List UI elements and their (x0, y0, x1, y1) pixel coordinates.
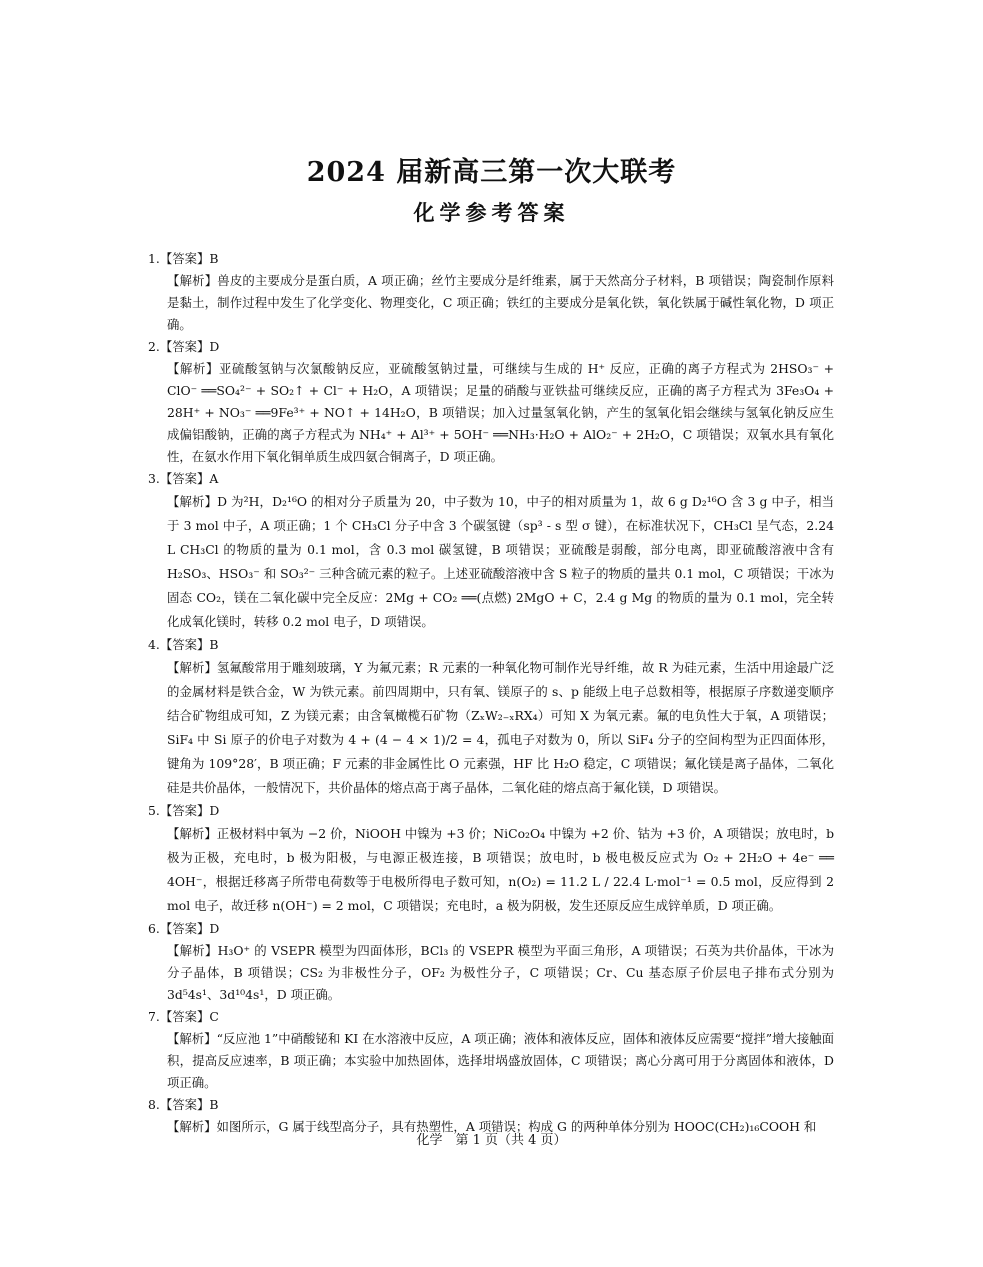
explanation: 【解析】兽皮的主要成分是蛋白质，A 项正确；丝竹主要成分是纤维素，属于天然高分子材料，B 项错误；陶瓷制作原料是黏土，制作过程中发生了化学变化、物理变化，C 项正确；铁红的主要成分是氧化铁，氧化铁属于碱性氧化物，D 项正确。 (167, 273, 834, 332)
explanation: 【解析】如图所示，G 属于线型高分子，具有热塑性，A 项错误；构成 G 的两种单体分别为 HOOC(CH₂)₁₆COOH 和 (167, 1119, 817, 1134)
answer-list (148, 248, 834, 1138)
answer-line: 5.【答案】D (148, 803, 220, 818)
question-6 (148, 918, 834, 1006)
page-title: 2024 届新高三第一次大联考 (306, 157, 677, 188)
question-4 (148, 634, 834, 800)
page-subtitle: 化学参考答案 (413, 200, 570, 225)
page-footer: 化学 第 1 页（共 4 页） (416, 1133, 567, 1148)
answer-line: 2.【答案】D (148, 339, 220, 354)
answer-line: 6.【答案】D (148, 921, 220, 936)
explanation: 【解析】“反应池 1”中硝酸铋和 KI 在水溶液中反应，A 项正确；液体和液体反应，固体和液体反应需要“搅拌”增大接触面积，提高反应速率，B 项正确；本实验中加热固体，选择坩埚盛放固体，C 项错误；离心分离可用于分离固体和液体，D 项正确。 (167, 1031, 834, 1090)
question-3 (148, 468, 834, 634)
explanation: 【解析】正极材料中氧为 −2 价，NiOOH 中镍为 +3 价；NiCo₂O₄ 中镍为 +2 价、钴为 +3 价，A 项错误；放电时，b 极为正极，充电时，b 极为阳极，与电源正极连接，B 项错误；放电时，b 极电极反应式为 O₂ + 2H₂O + 4e⁻ ══ 4OH⁻，根据迁移离子所带电荷数等于电极所得电子数可知，n(O₂) = 11.2 L / 22.4 L·mol⁻¹ = 0.5 mol，反应得到 2 mol 电子，故迁移 n(OH⁻) = 2 mol，C 项错误；充电时，a 极为阴极，发生还原反应生成锌单质，D 项正确。 (167, 826, 834, 913)
question-7 (148, 1006, 834, 1094)
explanation: 【解析】氢氟酸常用于雕刻玻璃，Y 为氟元素；R 元素的一种氧化物可制作光导纤维，故 R 为硅元素，生活中用途最广泛的金属材料是铁合金，W 为铁元素。前四周期中，只有氧、镁原子的 s、p 能级上电子总数相等，根据原子序数递变顺序结合矿物组成可知，Z 为镁元素；由含氧橄榄石矿物（ZₓW₂₋ₓRX₄）可知 X 为氧元素。氟的电负性大于氧，A 项错误；SiF₄ 中 Si 原子的价电子对数为 4 + (4 − 4 × 1)/2 = 4，孤电子对数为 0，所以 SiF₄ 分子的空间构型为正四面体形，键角为 109°28′，B 项正确；F 元素的非金属性比 O 元素强，HF 比 H₂O 稳定，C 项错误；氟化镁是离子晶体，二氧化硅是共价晶体，一般情况下，共价晶体的熔点高于离子晶体，二氧化硅的熔点高于氟化镁，D 项错误。 (167, 660, 834, 795)
answer-line: 1.【答案】B (148, 251, 219, 266)
explanation: 【解析】亚硫酸氢钠与次氯酸钠反应，亚硫酸氢钠过量，可继续与生成的 H⁺ 反应，正确的离子方程式为 2HSO₃⁻ + ClO⁻ ══SO₄²⁻ + SO₂↑ + Cl⁻ + H₂O，A 项错误；足量的硝酸与亚铁盐可继续反应，正确的离子方程式为 3Fe₃O₄ + 28H⁺ + NO₃⁻ ══9Fe³⁺ + NO↑ + 14H₂O，B 项错误；加入过量氢氧化钠，产生的氢氧化铝会继续与氢氧化钠反应生成偏铝酸钠，正确的离子方程式为 NH₄⁺ + Al³⁺ + 5OH⁻ ══NH₃·H₂O + AlO₂⁻ + 2H₂O，C 项错误；双氧水具有氧化性，在氨水作用下氧化铜单质生成四氨合铜离子，D 项正确。 (167, 361, 834, 464)
answer-line: 7.【答案】C (148, 1009, 219, 1024)
question-5 (148, 800, 834, 918)
question-2 (148, 336, 834, 468)
answer-line: 4.【答案】B (148, 637, 219, 652)
answer-line: 8.【答案】B (148, 1097, 219, 1112)
question-1 (148, 248, 834, 336)
answer-line: 3.【答案】A (148, 471, 219, 486)
explanation: 【解析】H₃O⁺ 的 VSEPR 模型为四面体形，BCl₃ 的 VSEPR 模型为平面三角形，A 项错误；石英为共价晶体，干冰为分子晶体，B 项错误；CS₂ 为非极性分子，OF₂ 为极性分子，C 项错误；Cr、Cu 基态原子价层电子排布式分别为 3d⁵4s¹、3d¹⁰4s¹，D 项正确。 (167, 943, 834, 1002)
explanation: 【解析】D 为²H，D₂¹⁶O 的相对分子质量为 20，中子数为 10，中子的相对质量为 1，故 6 g D₂¹⁶O 含 3 g 中子，相当于 3 mol 中子，A 项正确；1 个 CH₃Cl 分子中含 3 个碳氢键（sp³ - s 型 σ 键），在标准状况下，CH₃Cl 呈气态，2.24 L CH₃Cl 的物质的量为 0.1 mol，含 0.3 mol 碳氢键，B 项错误；亚硫酸是弱酸，部分电离，即亚硫酸溶液中含有 H₂SO₃、HSO₃⁻ 和 SO₃²⁻ 三种含硫元素的粒子。上述亚硫酸溶液中含 S 粒子的物质的量共 0.1 mol，C 项错误；干冰为固态 CO₂，镁在二氧化碳中完全反应：2Mg + CO₂ ══(点燃) 2MgO + C，2.4 g Mg 的物质的量为 0.1 mol，完全转化成氧化镁时，转移 0.2 mol 电子，D 项错误。 (167, 494, 834, 629)
